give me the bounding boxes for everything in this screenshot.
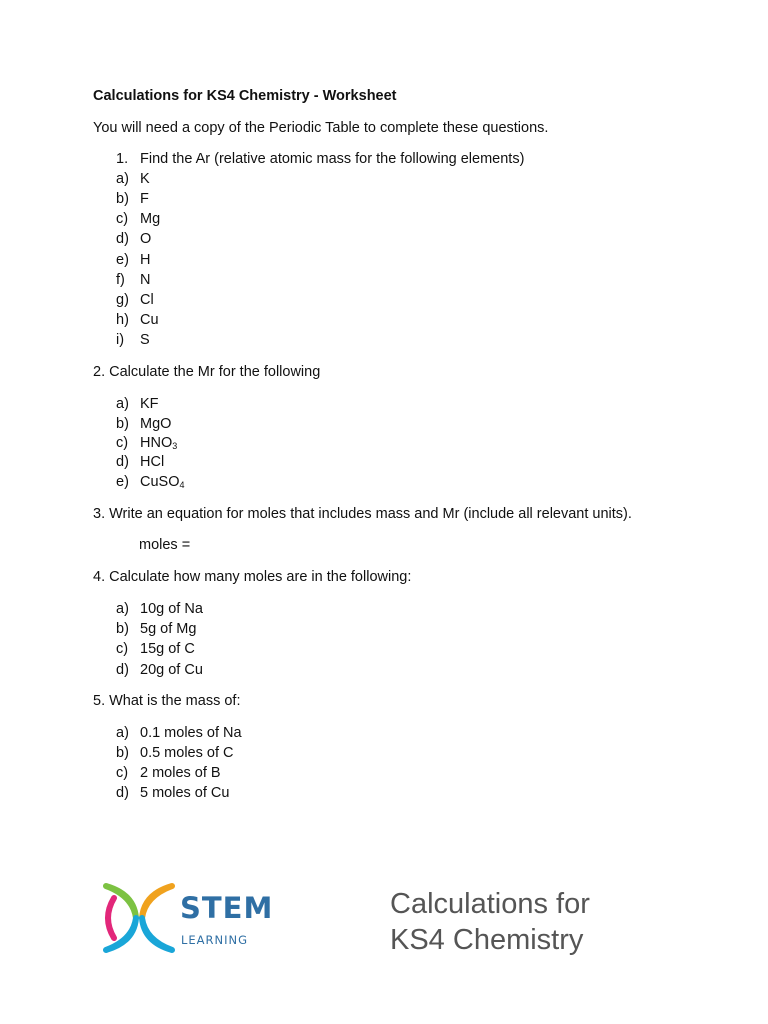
item-text: F bbox=[140, 191, 149, 207]
item-label: i) bbox=[116, 332, 125, 348]
item-text: Cu bbox=[140, 312, 159, 328]
worksheet-title: Calculations for KS4 Chemistry - Worksheet bbox=[93, 88, 397, 104]
item-text: 15g of C bbox=[140, 641, 195, 657]
list-item bbox=[116, 765, 221, 781]
item-label: c) bbox=[116, 641, 129, 657]
list-item bbox=[116, 211, 160, 227]
list-item bbox=[116, 785, 229, 801]
item-text: 5g of Mg bbox=[140, 621, 197, 637]
list-item bbox=[116, 416, 171, 432]
list-item bbox=[116, 272, 150, 288]
list-item bbox=[116, 292, 154, 308]
list-item bbox=[116, 454, 164, 470]
list-item bbox=[116, 474, 185, 490]
item-text: HNO bbox=[140, 435, 173, 451]
question-3-text: 3. Write an equation for moles that includes mass and Mr (include all relevant units). bbox=[93, 506, 632, 522]
item-label: g) bbox=[116, 292, 129, 308]
subscript: 3 bbox=[172, 441, 178, 451]
list-item bbox=[116, 396, 159, 412]
item-text: Mg bbox=[140, 211, 161, 227]
item-text: 10g of Na bbox=[140, 601, 203, 617]
list-item bbox=[116, 662, 203, 678]
item-label: c) bbox=[116, 435, 129, 451]
footer-title-line-2: KS4 Chemistry bbox=[390, 924, 584, 956]
item-text: S bbox=[140, 332, 150, 348]
item-text: Cl bbox=[140, 292, 154, 308]
item-text: O bbox=[140, 231, 152, 247]
question-1-text: Find the Ar (relative atomic mass for the following elements) bbox=[140, 151, 525, 167]
logo-wordmark: STEM bbox=[180, 891, 274, 925]
item-text: K bbox=[140, 171, 150, 187]
stem-logo-mark-icon bbox=[100, 880, 178, 956]
item-text: H bbox=[140, 252, 151, 268]
list-item bbox=[116, 745, 234, 761]
list-item bbox=[116, 435, 177, 451]
item-label: a) bbox=[116, 171, 129, 187]
list-item bbox=[116, 332, 150, 348]
item-label: a) bbox=[116, 396, 129, 412]
item-label: c) bbox=[116, 765, 129, 781]
footer-title bbox=[390, 886, 590, 958]
question-2-text: 2. Calculate the Mr for the following bbox=[93, 364, 321, 380]
list-item bbox=[116, 601, 203, 617]
list-item bbox=[116, 171, 150, 187]
footer-title-line-1: Calculations for bbox=[390, 888, 590, 920]
question-5-text: 5. What is the mass of: bbox=[93, 693, 241, 709]
question-4-text: 4. Calculate how many moles are in the following: bbox=[93, 569, 412, 585]
subscript: 4 bbox=[179, 480, 185, 490]
item-label: b) bbox=[116, 416, 129, 432]
item-label: e) bbox=[116, 474, 129, 490]
list-item bbox=[116, 231, 151, 247]
item-label: a) bbox=[116, 725, 129, 741]
logo-subtitle: LEARNING bbox=[181, 933, 249, 947]
item-label: e) bbox=[116, 252, 129, 268]
item-label: c) bbox=[116, 211, 129, 227]
item-text: MgO bbox=[140, 416, 172, 432]
item-label: b) bbox=[116, 745, 129, 761]
item-text: KF bbox=[140, 396, 159, 412]
list-item bbox=[116, 312, 159, 328]
item-label: d) bbox=[116, 231, 129, 247]
item-text: HCl bbox=[140, 454, 165, 470]
question-1-number: 1. bbox=[116, 151, 129, 167]
list-item bbox=[116, 252, 150, 268]
intro-text: You will need a copy of the Periodic Table to complete these questions. bbox=[93, 120, 549, 136]
item-text: N bbox=[140, 272, 151, 288]
item-label: d) bbox=[116, 662, 129, 678]
item-text: CuSO bbox=[140, 474, 180, 490]
question-1 bbox=[116, 151, 524, 167]
item-label: b) bbox=[116, 191, 129, 207]
item-text: 2 moles of B bbox=[140, 765, 221, 781]
stem-learning-logo bbox=[100, 880, 272, 956]
list-item bbox=[116, 191, 149, 207]
item-text: 0.5 moles of C bbox=[140, 745, 234, 761]
list-item bbox=[116, 641, 195, 657]
answer-prompt: moles = bbox=[139, 537, 191, 553]
list-item bbox=[116, 621, 196, 637]
item-text: 5 moles of Cu bbox=[140, 785, 230, 801]
item-label: b) bbox=[116, 621, 129, 637]
item-label: f) bbox=[116, 272, 125, 288]
item-text: 20g of Cu bbox=[140, 662, 203, 678]
item-label: d) bbox=[116, 454, 129, 470]
item-label: h) bbox=[116, 312, 129, 328]
item-label: d) bbox=[116, 785, 129, 801]
list-item bbox=[116, 725, 242, 741]
item-label: a) bbox=[116, 601, 129, 617]
item-text: 0.1 moles of Na bbox=[140, 725, 242, 741]
